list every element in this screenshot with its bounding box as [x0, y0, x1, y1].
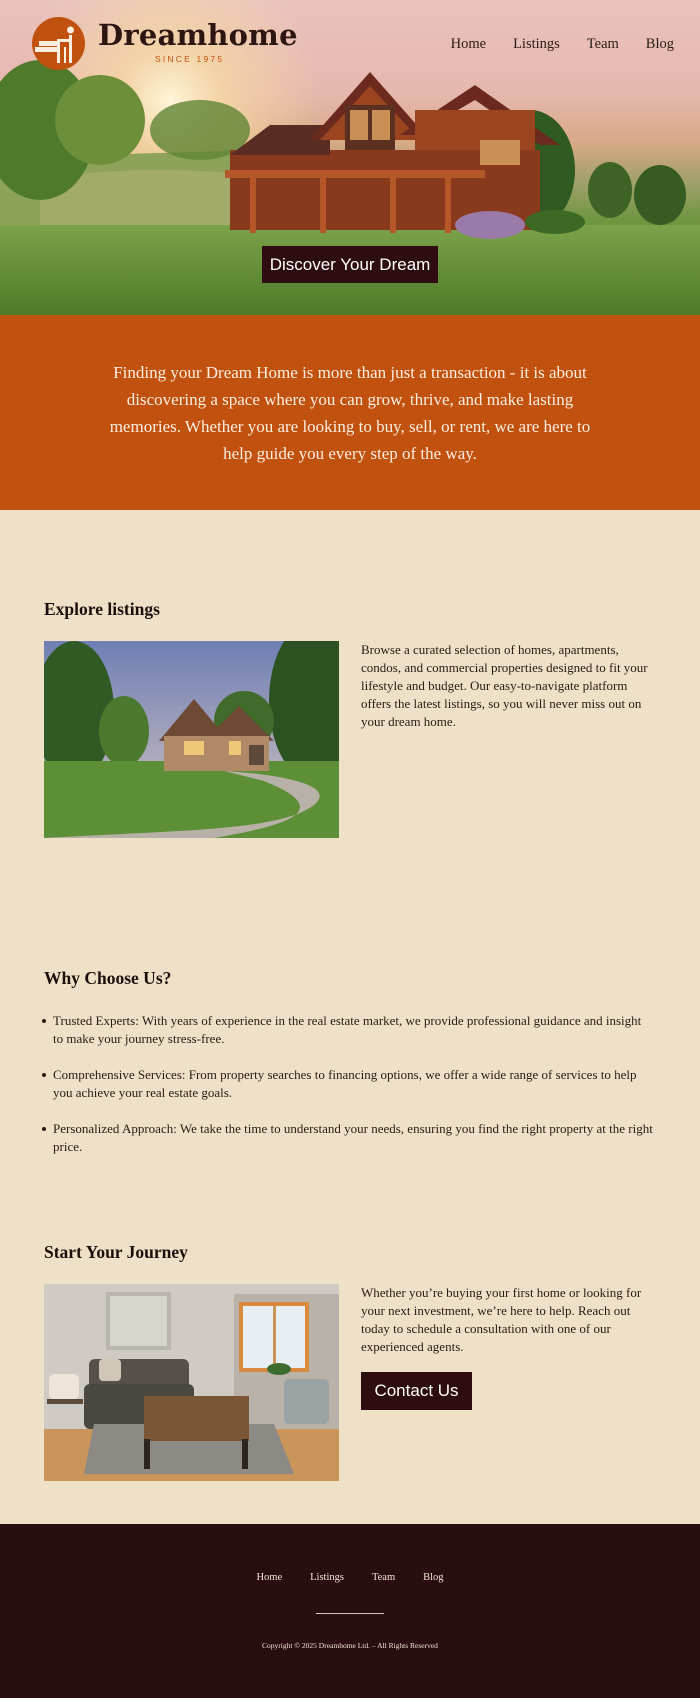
start-your-journey-heading: Start Your Journey — [44, 1242, 188, 1262]
nav-link-blog[interactable]: Blog — [645, 36, 674, 52]
explore-listings-section — [0, 510, 700, 894]
discover-your-dream-button[interactable]: Discover Your Dream — [262, 246, 438, 283]
footer-link-blog[interactable]: Blog — [423, 1572, 444, 1583]
hero-banner — [0, 0, 700, 315]
footer-divider — [316, 1613, 384, 1614]
reasons-list — [53, 1012, 653, 1174]
copyright-text: Copyright © 2025 Dreamhome Ltd. – All Rights Reserved — [262, 1641, 438, 1650]
footer-link-home[interactable]: Home — [256, 1572, 283, 1583]
footer-link-team[interactable]: Team — [371, 1572, 396, 1583]
brand-name[interactable]: Dreamhome — [98, 18, 298, 52]
why-choose-us-section — [0, 894, 700, 1234]
living-room-photo — [44, 1284, 339, 1481]
nav-link-home[interactable]: Home — [450, 36, 487, 52]
main-nav — [451, 36, 674, 53]
intro-text: Finding your Dream Home is more than just a transaction - it is about discovering a space where you can grow, thrive, and make lasting memories. Whether you are looking to buy, sell, or rent, we are here to help guide you every step of the way. — [109, 362, 591, 463]
logo-icon[interactable] — [32, 17, 85, 70]
list-item: Comprehensive Services: From property searches to financing options, we offer a wide range of services to help you achieve your real estate goals. — [53, 1066, 653, 1102]
top-navigation-bar — [0, 0, 700, 90]
footer — [0, 1524, 700, 1698]
start-your-journey-section — [0, 1234, 700, 1524]
list-item: Trusted Experts: With years of experience in the real estate market, we provide professional guidance and insight to make your journey stress-free. — [53, 1012, 653, 1048]
nav-link-listings[interactable]: Listings — [513, 36, 560, 52]
explore-listings-text: Browse a curated selection of homes, apartments, condos, and commercial properties designed to fit your lifestyle and budget. Our easy-to-navigate platform offers the latest listings, so you will never miss out on your dream home. — [361, 642, 648, 729]
intro-banner — [0, 315, 700, 510]
footer-nav — [0, 1572, 700, 1583]
nav-link-team[interactable]: Team — [586, 36, 619, 52]
brand-tagline: SINCE 1975 — [155, 54, 225, 64]
start-your-journey-text: Whether you’re buying your first home or looking for your next investment, we’re here to help. Reach out today to schedule a consultation with one of our experienced agents. — [361, 1285, 642, 1354]
why-choose-us-heading: Why Choose Us? — [44, 968, 172, 988]
contact-us-button[interactable]: Contact Us — [361, 1372, 472, 1410]
footer-link-listings[interactable]: Listings — [310, 1572, 344, 1583]
listing-house-photo — [44, 641, 339, 838]
list-item: Personalized Approach: We take the time to understand your needs, ensuring you find the right property at the right price. — [53, 1121, 653, 1154]
explore-listings-heading: Explore listings — [44, 599, 160, 619]
